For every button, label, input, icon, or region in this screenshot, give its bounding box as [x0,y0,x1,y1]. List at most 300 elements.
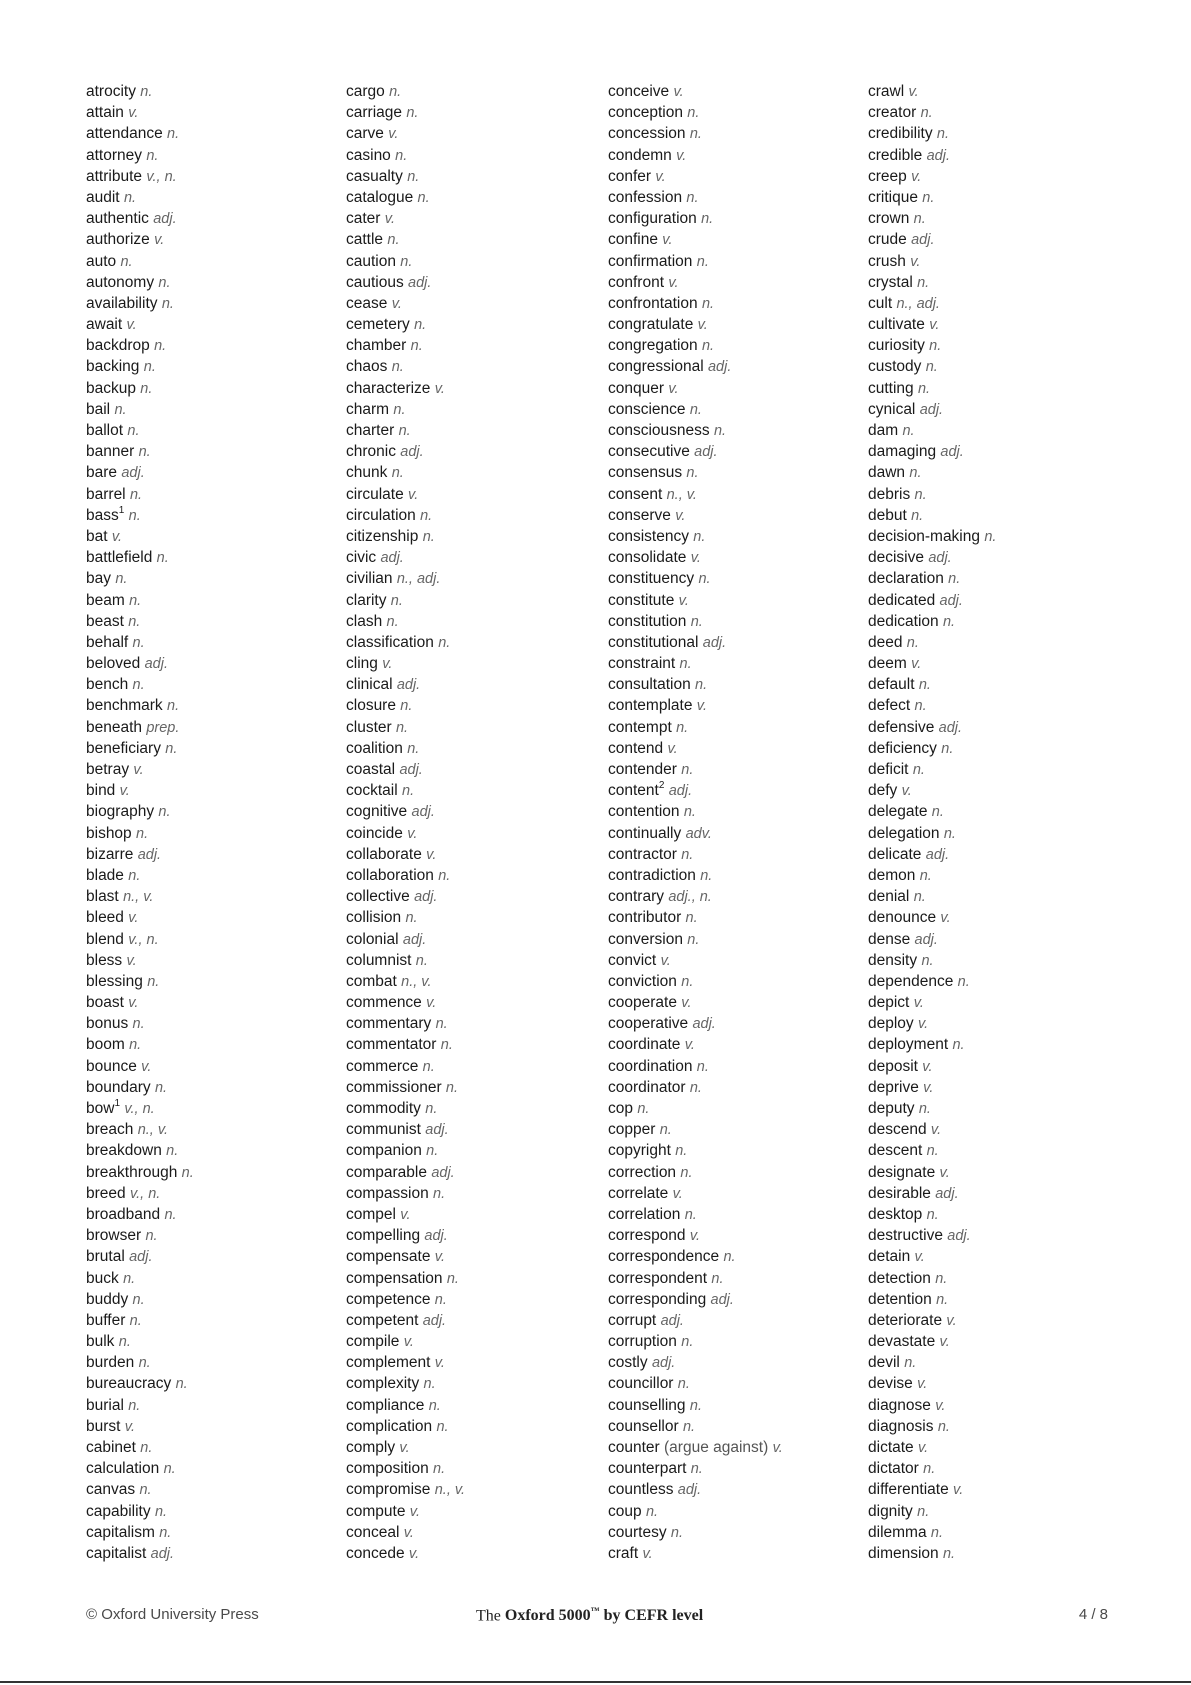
part-of-speech: n. [128,613,141,630]
word-entry [608,335,863,356]
word-entry [608,1543,863,1564]
headword: denial [868,888,910,906]
headword: competent [346,1311,419,1329]
word-entry [86,1056,341,1077]
word-entry [346,1140,601,1161]
part-of-speech: v. [434,1249,445,1266]
part-of-speech: n. [422,1058,435,1075]
part-of-speech: v. [918,1016,929,1033]
word-entry [346,1034,601,1055]
headword: blessing [86,972,143,990]
headword: conceal [346,1523,400,1541]
part-of-speech: v. [126,317,137,334]
word-entry [608,1352,863,1373]
word-entry [868,1034,1123,1055]
part-of-speech: adj. [660,1312,684,1329]
headword: counsellor [608,1417,679,1435]
word-entry [346,1416,601,1437]
part-of-speech: adj. [938,719,963,736]
word-entry [346,1268,601,1289]
word-entry [346,759,601,780]
part-of-speech: n. [438,867,451,884]
part-of-speech: v. [388,126,399,143]
word-entry [346,1373,601,1394]
word-entry [86,1395,341,1416]
part-of-speech: adj. [925,846,950,863]
headword: compensate [346,1248,431,1266]
headword: cemetery [346,316,410,334]
headword: destructive [868,1227,943,1245]
part-of-speech: n. [181,1164,194,1181]
word-entry [868,293,1123,314]
headword: descent [868,1142,923,1160]
headword: desktop [868,1205,923,1223]
word-entry [868,1098,1123,1119]
word-entry [608,632,863,653]
headword: cluster [346,718,392,736]
word-entry [86,335,341,356]
word-entry [608,1034,863,1055]
word-entry [86,823,341,844]
word-entry [608,1501,863,1522]
headword: bureaucracy [86,1375,172,1393]
part-of-speech: v. [914,1249,925,1266]
headword: cooperate [608,994,677,1012]
part-of-speech: v., n. [146,168,177,185]
part-of-speech: n. [128,1397,141,1414]
part-of-speech: adj. [399,762,423,778]
part-of-speech: n. [713,423,727,439]
word-entry [346,1352,601,1373]
part-of-speech: n. [400,698,413,715]
part-of-speech: n. [402,783,415,800]
word-entry [86,293,341,314]
word-entry [86,1352,341,1373]
word-entry [868,1352,1123,1373]
word-entry [86,1458,341,1479]
part-of-speech: n. [123,1270,136,1287]
headword: coastal [346,761,396,778]
word-entry [346,1098,601,1119]
part-of-speech: v. [154,232,165,249]
part-of-speech: adj. [425,1122,449,1139]
headword: devastate [868,1333,936,1351]
headword: cling [346,655,378,673]
word-entry [86,356,341,377]
headword: craft [608,1544,639,1562]
word-column-2 [346,81,601,1564]
part-of-speech: v. [697,317,708,334]
headword: commerce [346,1057,419,1075]
word-entry [608,1437,863,1458]
sense-gloss: (argue against) [664,1439,769,1456]
part-of-speech: n. [701,211,714,228]
headword: boast [86,994,124,1012]
word-entry [868,865,1123,886]
part-of-speech: v. [935,1397,946,1414]
headword: defy [868,782,898,800]
part-of-speech: n. [164,1206,177,1223]
part-of-speech: n. [132,677,145,694]
headword: consciousness [608,422,710,439]
part-of-speech: adj. [947,1228,971,1245]
part-of-speech: n. [138,444,151,461]
word-entry [346,547,601,568]
word-entry [608,1013,863,1034]
headword: dam [868,422,899,439]
headword: barrel [86,485,126,503]
title-the: The [476,1607,501,1625]
headword: default [868,676,915,694]
word-entry [346,1056,601,1077]
headword: attorney [86,146,143,164]
word-entry [608,1373,863,1394]
headword: contradiction [608,866,696,884]
word-entry [868,356,1123,377]
word-entry [868,1119,1123,1140]
part-of-speech: n., v. [123,889,154,906]
word-entry [346,907,601,928]
title-rest: by CEFR level [603,1607,704,1625]
part-of-speech: n. [911,507,924,524]
word-entry [608,611,863,632]
headword: audit [86,188,120,206]
headword: coincide [346,824,403,842]
part-of-speech: n. [711,1270,724,1287]
word-entry [346,505,601,526]
headword: corrupt [608,1311,657,1329]
headword: attribute [86,167,143,185]
part-of-speech: n. [435,1016,448,1033]
word-entry [608,950,863,971]
part-of-speech: n. [680,1164,693,1181]
headword: burden [86,1354,135,1372]
headword: credibility [868,125,933,143]
part-of-speech: v. [678,592,689,609]
part-of-speech: n. [115,571,128,588]
headword: cult [868,294,893,312]
headword: counterpart [608,1460,687,1478]
part-of-speech: n. [937,1418,950,1435]
part-of-speech: n. [917,1503,930,1520]
part-of-speech: v. [923,1079,934,1096]
part-of-speech: adj. [677,1482,702,1499]
part-of-speech: n. [685,910,698,927]
word-entry [346,568,601,589]
headword: caution [346,252,396,270]
word-entry [868,1268,1123,1289]
part-of-speech: n. [156,550,169,567]
headword: consensus [608,464,683,482]
headword: bind [86,782,116,800]
word-entry [346,1077,601,1098]
headword: bass$^1$ [86,504,125,524]
headword: desirable [868,1184,931,1202]
part-of-speech: adj. [153,211,177,228]
word-entry [86,526,341,547]
part-of-speech: v. [901,783,912,800]
word-entry [86,1119,341,1140]
word-entry [608,1077,863,1098]
word-entry [346,526,601,547]
word-entry [608,1416,863,1437]
headword: conscience [608,400,686,418]
headword: chronic [346,443,396,461]
part-of-speech: v. [408,486,419,503]
part-of-speech: n. [140,380,153,397]
word-entry [86,1479,341,1500]
part-of-speech: n. [407,168,420,185]
headword: chaos [346,358,388,376]
word-entry [868,272,1123,293]
word-entry [608,441,863,462]
headword: bat [86,527,108,545]
part-of-speech: n. [145,1228,158,1245]
part-of-speech: n. [132,1016,145,1033]
part-of-speech: v. [126,952,137,969]
word-entry [608,738,863,759]
headword: companion [346,1142,422,1160]
part-of-speech: n. [902,423,915,439]
headword: beast [86,612,124,630]
part-of-speech: n. [984,528,997,545]
word-entry [86,611,341,632]
word-entry [346,1543,601,1564]
homograph-number: 1 [114,1097,120,1109]
part-of-speech: n. [166,1143,179,1160]
word-entry [608,1331,863,1352]
headword: crude [868,231,907,249]
headword: dependence [868,972,954,990]
part-of-speech: n. [687,105,700,122]
headword: consent [608,485,663,503]
word-entry [608,484,863,505]
word-entry [868,695,1123,716]
part-of-speech: n. [165,740,178,757]
part-of-speech: v. [690,550,701,567]
headword: detection [868,1269,931,1287]
word-entry [608,1183,863,1204]
part-of-speech: n. [436,1418,449,1435]
headword: deprive [868,1078,919,1096]
headword: commissioner [346,1078,442,1096]
word-column-1 [86,81,341,1564]
part-of-speech: n. [422,528,435,545]
word-entry [608,695,863,716]
word-entry [86,420,341,441]
headword: competence [346,1290,431,1308]
headword: compute [346,1502,406,1520]
part-of-speech: n. [922,189,935,206]
headword: dimension [868,1544,939,1562]
headword: attendance [86,125,163,143]
headword: characterize [346,379,431,397]
word-entry [86,399,341,420]
part-of-speech: n. [917,274,930,291]
word-entry [346,102,601,123]
word-entry [346,738,601,759]
part-of-speech: n. [914,698,927,715]
headword: coordination [608,1057,693,1075]
word-entry [86,674,341,695]
word-entry [86,145,341,166]
word-entry [86,251,341,272]
headword: credible [868,146,923,164]
part-of-speech: v. [426,846,437,863]
part-of-speech: n. [147,973,160,990]
part-of-speech: n. [167,698,180,715]
word-entry [608,293,863,314]
part-of-speech: n. [929,338,942,355]
word-entry [868,1373,1123,1394]
part-of-speech: v. [667,740,678,757]
word-entry [86,886,341,907]
word-entry [608,399,863,420]
headword: constitutional [608,633,699,651]
part-of-speech: n. [925,359,938,376]
headword: deem [868,655,907,673]
headword: bay [86,570,111,588]
headword: diagnose [868,1396,931,1414]
headword: compassion [346,1184,429,1202]
word-entry [346,823,601,844]
headword: commence [346,994,422,1012]
headword: communist [346,1121,421,1139]
word-entry [346,462,601,483]
headword: contend [608,739,664,757]
part-of-speech: adj. [926,147,950,164]
headword: await [86,316,123,334]
part-of-speech: v. [399,1440,410,1456]
headword: courtesy [608,1523,667,1541]
headword: counter [608,1439,660,1456]
word-entry [608,1056,863,1077]
part-of-speech: n. [129,592,142,609]
headword: complexity [346,1375,420,1393]
part-of-speech: adj. [408,274,432,291]
headword: consolidate [608,549,687,567]
part-of-speech: n. [175,1376,188,1393]
part-of-speech: n., adj. [396,571,441,588]
word-entry [608,1522,863,1543]
word-entry [868,780,1123,801]
headword: congratulate [608,316,694,334]
word-entry [608,568,863,589]
word-entry [608,145,863,166]
word-entry [86,738,341,759]
page-number: 4 / 8 [1078,1606,1108,1623]
word-entry [608,81,863,102]
headword: delegation [868,824,940,842]
word-entry [86,1246,341,1267]
word-entry [86,801,341,822]
word-entry [868,801,1123,822]
headword: debut [868,506,907,524]
headword: capitalism [86,1523,155,1541]
headword: cease [346,294,388,312]
part-of-speech: n. [143,359,156,376]
headword: battlefield [86,549,153,567]
headword: contrary [608,888,664,906]
part-of-speech: adj. [940,444,964,461]
part-of-speech: n. [139,1482,152,1499]
part-of-speech: adj. [431,1164,455,1181]
word-entry [86,1140,341,1161]
part-of-speech: v. [642,1545,653,1562]
part-of-speech: adj. [144,656,168,673]
headword: dense [868,930,911,948]
headword: diagnosis [868,1417,934,1435]
headword: brutal [86,1248,125,1266]
headword: delegate [868,803,928,821]
part-of-speech: adj. [411,804,435,821]
part-of-speech: n. [129,486,143,503]
word-entry [608,1289,863,1310]
title-oxford-5000: Oxford 5000™ by CEFR level [504,1606,704,1625]
part-of-speech: v. [911,656,922,673]
headword: counselling [608,1396,686,1414]
part-of-speech: n. [140,1440,153,1456]
word-entry [86,950,341,971]
word-entry [86,1373,341,1394]
headword: dignity [868,1502,913,1520]
headword: confer [608,167,652,185]
part-of-speech: adj. [150,1545,175,1562]
headword: dilemma [868,1523,927,1541]
word-entry [608,759,863,780]
part-of-speech: v. [946,1312,957,1329]
headword: autonomy [86,273,155,291]
word-entry [346,1479,601,1500]
word-entry [86,1522,341,1543]
part-of-speech: v. [111,528,123,545]
word-entry [608,1246,863,1267]
headword: breakthrough [86,1163,178,1181]
word-entry [868,653,1123,674]
word-entry [86,1416,341,1437]
headword: burial [86,1396,124,1414]
word-entry [86,1098,341,1119]
word-entry [86,1268,341,1289]
headword: conversion [608,930,683,948]
headword: calculation [86,1460,160,1478]
headword: beneath [86,718,143,736]
part-of-speech: n. [390,592,403,609]
headword: detention [868,1290,932,1308]
word-entry [86,166,341,187]
headword: depict [868,994,910,1012]
part-of-speech: n. [637,1101,650,1117]
part-of-speech: n. [129,1312,142,1329]
part-of-speech: n. [931,804,944,821]
part-of-speech: v. [930,1122,942,1139]
part-of-speech: n., v. [137,1122,169,1139]
word-entry [86,1183,341,1204]
word-entry [868,1183,1123,1204]
word-entry [346,929,601,950]
headword: designate [868,1163,936,1181]
headword: cooperative [608,1015,689,1033]
word-column-3 [608,81,863,1564]
part-of-speech: n., v. [434,1482,466,1499]
part-of-speech: n. [689,126,702,143]
word-entry [86,590,341,611]
word-entry [608,1479,863,1500]
headword: confirmation [608,252,693,270]
headword: casino [346,146,391,164]
word-entry [86,1162,341,1183]
part-of-speech: n. [698,571,711,588]
